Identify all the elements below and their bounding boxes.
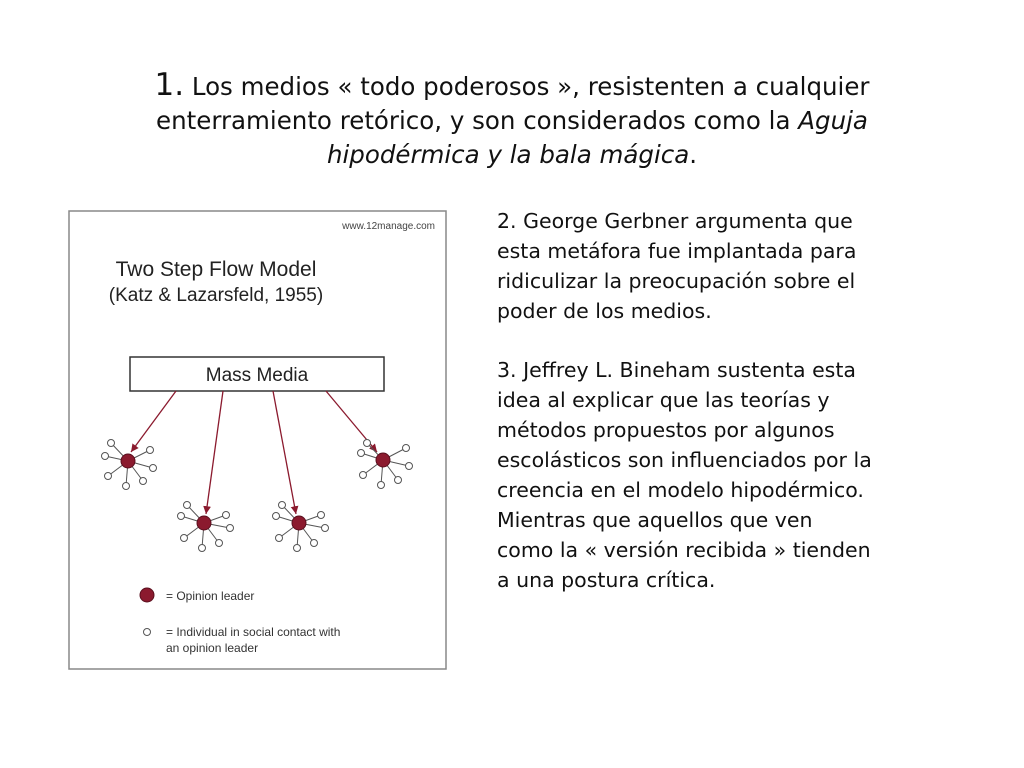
legend-leader-text: = Opinion leader [166,589,255,603]
legend-leader-symbol [140,588,154,602]
diagram-title: Two Step Flow Model [115,258,317,281]
heading-line1: Los medios « todo poderosos », resistenten a cualquier [191,72,870,101]
heading-number: 1. [154,67,185,103]
gerbner-line: ridiculizar la preocupación sobre el [497,269,856,293]
opinion-leader-node [376,453,390,467]
paragraph-gerbner [497,206,977,326]
side-text [497,206,977,595]
heading-line3-end: . [689,140,698,169]
bineham-line: 3. Jeffrey L. Bineham sustenta esta [497,358,856,382]
legend-individual-symbol [144,629,151,636]
bineham-line: Mientras que aquellos que ven [497,508,813,532]
gerbner-line: poder de los medios. [497,299,712,323]
gerbner-line: esta metáfora fue implantada para [497,239,857,263]
diagram-subtitle: (Katz & Lazarsfeld, 1955) [108,285,324,306]
bineham-line: idea al explicar que las teorías y [497,388,830,412]
opinion-leader-node [197,516,211,530]
bineham-line: escolásticos son influenciados por la [497,448,872,472]
mass-media-label: Mass Media [205,365,309,386]
heading-line2: enterramiento retórico, y son considerados como la [156,106,791,135]
two-step-flow-figure [68,210,447,670]
heading-line2-italic: Aguja [798,106,868,135]
bineham-line: como la « versión recibida » tienden [497,538,871,562]
bineham-line: creencia en el modelo hipodérmico. [497,478,864,502]
legend-individual-text-1: = Individual in social contact with [166,625,341,639]
paragraph-bineham [497,355,977,595]
bineham-line: a una postura crítica. [497,568,716,592]
watermark-text: www.12manage.com [342,221,435,232]
opinion-leader-node [121,454,135,468]
heading-line3-italic: hipodérmica y la bala mágica [326,140,690,169]
two-step-flow-diagram [68,210,447,670]
slide-heading [90,68,934,172]
bineham-line: métodos propuestos por algunos [497,418,835,442]
legend-individual-text-2: an opinion leader [166,641,259,655]
opinion-leader-node [292,516,306,530]
gerbner-line: 2. George Gerbner argumenta que [497,209,853,233]
